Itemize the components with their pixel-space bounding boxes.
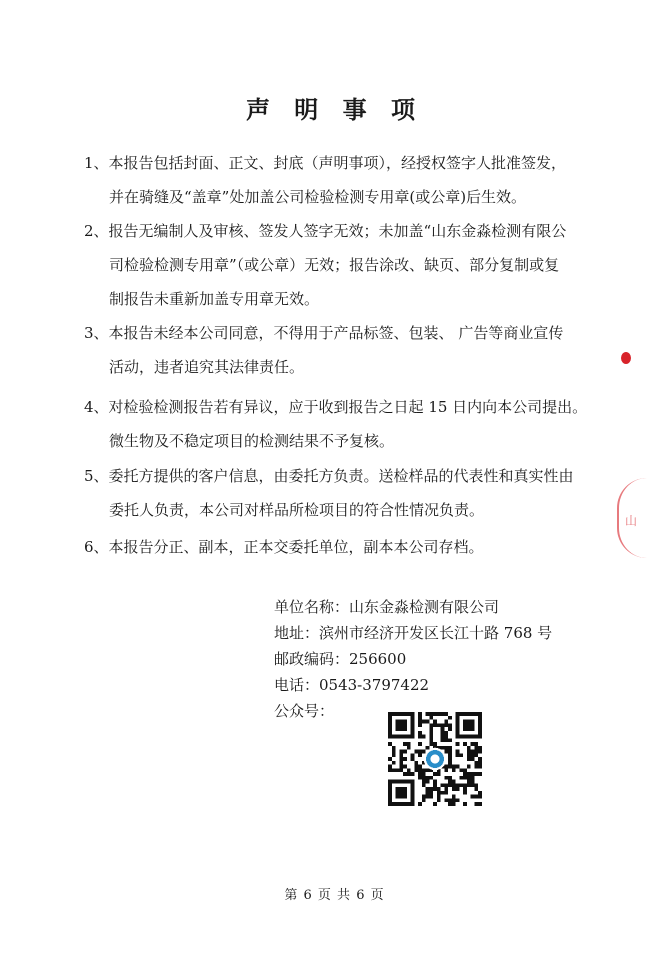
clause-2 [84,214,604,316]
page-title: 声 明 事 项 [245,95,424,124]
clause-1 [84,146,604,214]
postal-code: 邮政编码：256600 [274,650,407,668]
red-seal-mark [621,352,631,364]
clause-5-line-1: 5、委托方提供的客户信息，由委托方负责。送检样品的代表性和真实性由 [84,467,574,485]
clause-3 [84,316,604,384]
clause-3-line-1: 3、本报告未经本公司同意，不得用于产品标签、包装、 广告等商业宣传 [84,324,564,342]
company-address: 地址：滨州市经济开发区长江十路 768 号 [274,624,553,642]
clause-2-line-3: 制报告未重新加盖专用章无效。 [109,290,320,308]
clause-2-line-1: 2、报告无编制人及审核、签发人签字无效；未加盖“山东金淼检测有限公 [84,222,567,240]
seal-edge-fragment [617,478,647,558]
clause-2-line-2: 司检验检测专用章”（或公章）无效；报告涂改、缺页、部分复制或复 [109,256,560,274]
clause-1-line-1: 1、本报告包括封面、正文、封底（声明事项），经授权签字人批准签发， [84,154,567,172]
clause-4 [84,390,604,458]
clause-1-line-2: 并在骑缝及“盖章”处加盖公司检验检测专用章(或公章)后生效。 [109,188,527,206]
clause-5 [84,459,604,527]
phone-number: 电话：0543-3797422 [274,676,430,694]
clause-5-line-2: 委托人负责，本公司对样品所检项目的符合性情况负责。 [109,501,485,519]
contact-info [274,594,552,724]
page-footer: 第 6 页 共 6 页 [284,888,385,903]
company-name: 单位名称：山东金淼检测有限公司 [274,598,500,616]
wechat-qr-code[interactable] [388,712,482,806]
clause-6 [84,530,604,564]
clause-3-line-2: 活动，违者追究其法律责任。 [109,358,305,376]
clause-6-line-1: 6、本报告分正、副本，正本交委托单位，副本本公司存档。 [84,538,484,556]
clause-4-line-1: 4、对检验检测报告若有异议，应于收到报告之日起 15 日内向本公司提出。 [84,398,588,416]
wechat-label: 公众号： [274,702,335,720]
clause-4-line-2: 微生物及不稳定项目的检测结果不予复核。 [109,432,395,450]
seal-fragment-char: 山 [625,514,638,528]
